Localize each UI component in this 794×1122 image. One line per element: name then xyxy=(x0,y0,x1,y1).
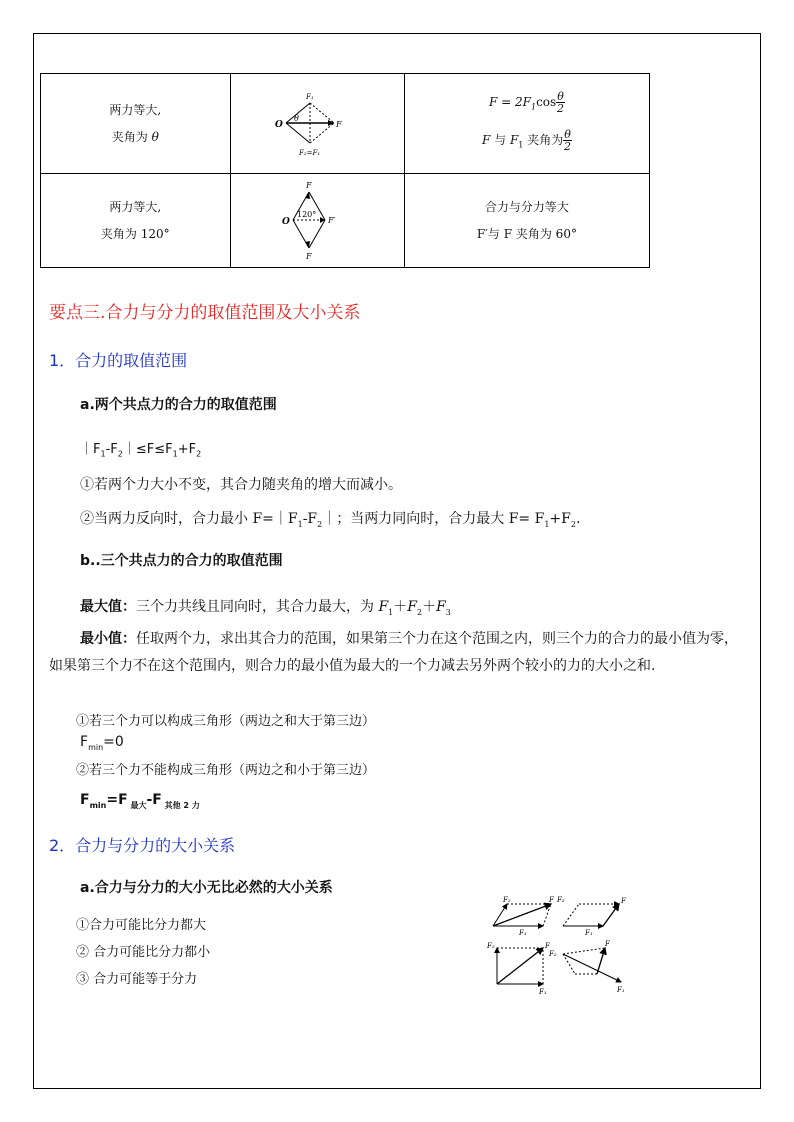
label-f: F xyxy=(605,940,610,948)
label-f: F xyxy=(336,119,342,129)
label-f1: F₁ xyxy=(585,929,593,937)
condition-text: 两力等大, xyxy=(109,102,162,117)
rhombus-120-diagram xyxy=(277,178,357,264)
label-f2: F₂ xyxy=(549,950,557,958)
label-o: O xyxy=(275,119,284,130)
label-f: F xyxy=(545,942,550,950)
table-row xyxy=(41,174,650,268)
subheading-relation: a.合力与分力的大小无比必然的大小关系 xyxy=(80,880,333,896)
rule-1: ①若两个力大小不变，其合力随夹角的增大而减小。 xyxy=(80,477,402,493)
subheading-three-forces: b..三个共点力的合力的取值范围 xyxy=(80,553,283,569)
label-angle: 120° xyxy=(297,209,317,219)
label-o: O xyxy=(282,216,291,227)
diagram-smaller xyxy=(556,896,627,937)
condition-text: 夹角为 120° xyxy=(100,226,170,241)
diagram-right-angle xyxy=(486,942,551,994)
relation-3: ③ 合力可能等于分力 xyxy=(76,972,198,987)
vector-diagrams xyxy=(485,890,635,994)
label-f2: F₂ xyxy=(503,896,511,904)
label-f-bottom: F xyxy=(306,251,312,261)
label-f: F xyxy=(621,897,626,905)
diagram-larger xyxy=(493,896,555,937)
label-f2: F₂=F₁ xyxy=(299,148,321,157)
relation-2: ② 合力可能比分力都小 xyxy=(76,945,211,960)
diagram-cell xyxy=(230,174,404,268)
diagram-cell xyxy=(230,74,404,174)
label-f1: F₁ xyxy=(617,986,625,994)
label-theta: θ xyxy=(294,113,300,123)
subheading-two-forces: a.两个共点力的合力的取值范围 xyxy=(80,397,277,413)
result-cell xyxy=(404,174,649,268)
condition-cell xyxy=(41,174,231,268)
max-value: 最大值：三个力共线且同向时，其合力最大，为 $F_1+F_2+F_3$ xyxy=(80,599,451,617)
label-fprime: F′ xyxy=(328,215,336,225)
relation-1: ①合力可能比分力都大 xyxy=(76,918,207,933)
label-f1: F₁ xyxy=(539,988,547,994)
table-row xyxy=(41,74,650,174)
result-text: F′与 F 夹角为 60° xyxy=(476,226,577,241)
force-cases-table xyxy=(40,73,650,268)
label-f2: F₂ xyxy=(557,896,565,904)
result-text: 合力与分力等大 xyxy=(484,199,569,214)
heading-range: 1．合力的取值范围 xyxy=(49,351,188,370)
label-f-top: F xyxy=(306,180,312,190)
angle-formula: F 与 $F_1$ 夹角为 $\frac{\theta}{2}$ xyxy=(481,127,572,153)
min-value: 最小值：任取两个力，求出其合力的范围，如果第三个力在这个范围之内，则三个力的合力的最小值为零，如果第三个力不在这个范围内，则合力的最小值为最大的一个力减去另外两个较小的力的大小之和. xyxy=(49,631,738,674)
condition-text: 两力等大, xyxy=(109,199,162,214)
condition-cell xyxy=(41,74,231,174)
result-cell xyxy=(404,74,649,174)
fmin-zero: $F_{min}=0$ xyxy=(80,734,124,752)
rule-2: ②当两力反向时，合力最小 $F=|F_1-F_2|$；当两力同向时，合力最大 $F= F_1+F_2$. xyxy=(80,511,581,529)
case-triangle: ①若三个力可以构成三角形（两边之和大于第三边） xyxy=(76,714,376,729)
label-f2: F₂ xyxy=(487,942,495,950)
condition-text: 夹角为 θ xyxy=(111,129,159,144)
rhombus-diagram xyxy=(272,85,362,163)
inequality: $|F_1-F_2|\le F\le F_1+F_2$ xyxy=(80,442,202,459)
heading-relation: 2．合力与分力的大小关系 xyxy=(49,836,236,855)
label-f: F xyxy=(549,896,554,904)
section-title: 要点三.合力与分力的取值范围及大小关系 xyxy=(49,303,361,323)
fmin-formula: $F_{min}=F$ $_{最大}$-F $_{其他 2 力}$ xyxy=(80,792,200,810)
diagram-equal xyxy=(548,940,625,994)
label-f1: F₁ xyxy=(519,929,527,937)
resultant-formula: $F = 2F_1\cos$ $\frac{\theta}{2}$ xyxy=(489,90,564,116)
case-no-triangle: ②若三个力不能构成三角形（两边之和小于第三边） xyxy=(76,763,376,778)
label-f1: F₁ xyxy=(306,92,314,101)
